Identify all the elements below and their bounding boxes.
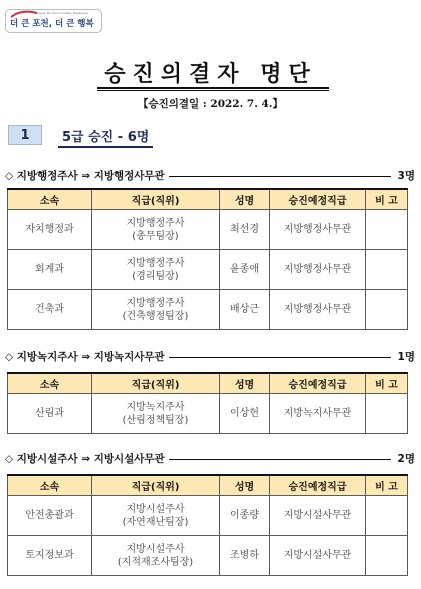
promotion-table: [7, 474, 408, 576]
cell-grade: [92, 536, 220, 576]
table-header-row: [8, 373, 408, 394]
group-heading: [5, 349, 415, 365]
group-title: ◇ 지방시설주사 ⇒ 지방시설사무관: [5, 451, 169, 466]
grade-text: 지방시설주사: [126, 503, 185, 515]
title-underline-thin: [97, 90, 329, 91]
cell-promoted: 지방행정사무관: [270, 210, 366, 250]
cell-note: [366, 536, 408, 576]
cell-promoted: 지방시설사무관: [270, 536, 366, 576]
position-text: (자연재난팀장): [122, 516, 189, 528]
position-text: (총무팀장): [132, 230, 179, 242]
cell-grade: [92, 290, 220, 330]
section-number: 1: [8, 125, 42, 145]
group-title: ◇ 지방녹지주사 ⇒ 지방녹지사무관: [5, 349, 169, 364]
group-heading: [5, 451, 415, 467]
column-header-grade: 직급(직위): [92, 475, 220, 496]
cell-grade: [92, 250, 220, 290]
cell-dept: 토지정보과: [8, 536, 92, 576]
city-logo: [5, 9, 102, 33]
promotion-table: [7, 188, 408, 330]
group-title: ◇ 지방행정주사 ⇒ 지방행정사무관: [5, 168, 169, 183]
cell-name: 최선경: [220, 210, 270, 250]
column-header-name: 성명: [220, 475, 270, 496]
table-header-row: [8, 189, 408, 210]
position-text: (지적재조사팀장): [117, 556, 194, 568]
column-header-promoted: 승진예정직급: [270, 373, 366, 394]
cell-promoted: 지방시설사무관: [270, 496, 366, 536]
table-row: [8, 290, 408, 330]
position-text: (경리팀장): [132, 270, 179, 282]
column-header-dept: 소속: [8, 189, 92, 210]
cell-dept: 안전총괄과: [8, 496, 92, 536]
column-header-grade: 직급(직위): [92, 189, 220, 210]
column-header-note: 비 고: [366, 373, 408, 394]
cell-dept: 회계과: [8, 250, 92, 290]
table-row: [8, 496, 408, 536]
group-count: 1명: [395, 349, 415, 364]
group-count: 2명: [395, 451, 415, 466]
group-count: 3명: [395, 168, 415, 183]
cell-note: [366, 290, 408, 330]
cell-promoted: 지방행정사무관: [270, 290, 366, 330]
group-heading: [5, 168, 415, 184]
column-header-promoted: 승진예정직급: [270, 189, 366, 210]
cell-note: [366, 496, 408, 536]
cell-name: 이종량: [220, 496, 270, 536]
column-header-note: 비 고: [366, 189, 408, 210]
table-row: [8, 210, 408, 250]
grade-text: 지방시설주사: [126, 543, 185, 555]
cell-dept: 자치행정과: [8, 210, 92, 250]
promotion-table: [7, 372, 408, 434]
cell-dept: 건축과: [8, 290, 92, 330]
cell-note: [366, 394, 408, 434]
column-header-dept: 소속: [8, 373, 92, 394]
grade-text: 지방녹지주사: [126, 401, 185, 413]
logo-text: 더 큰 포천, 더 큰 행복: [10, 19, 94, 29]
logo-tagline: Bigger Pocheon Greater Happiness: [36, 11, 89, 15]
column-header-name: 성명: [220, 373, 270, 394]
cell-promoted: 지방녹지사무관: [270, 394, 366, 434]
cell-dept: 산림과: [8, 394, 92, 434]
position-text: (건축행정팀장): [122, 310, 189, 322]
table-row: [8, 250, 408, 290]
grade-text: 지방행정주사: [126, 297, 185, 309]
cell-grade: [92, 496, 220, 536]
table-header-row: [8, 475, 408, 496]
grade-text: 지방행정주사: [126, 257, 185, 269]
cell-grade: [92, 210, 220, 250]
cell-promoted: 지방행정사무관: [270, 250, 366, 290]
column-header-grade: 직급(직위): [92, 373, 220, 394]
table-row: [8, 536, 408, 576]
table-row: [8, 394, 408, 434]
section-title: 5급 승진 - 6명: [58, 126, 153, 148]
column-header-name: 성명: [220, 189, 270, 210]
title-underline: [97, 87, 329, 89]
column-header-dept: 소속: [8, 475, 92, 496]
cell-name: 이상헌: [220, 394, 270, 434]
cell-name: 배상근: [220, 290, 270, 330]
cell-grade: [92, 394, 220, 434]
cell-name: 윤종애: [220, 250, 270, 290]
grade-text: 지방행정주사: [126, 217, 185, 229]
cell-note: [366, 250, 408, 290]
cell-name: 조병하: [220, 536, 270, 576]
document-title: 승진의결자 명단: [104, 62, 317, 87]
column-header-note: 비 고: [366, 475, 408, 496]
cell-note: [366, 210, 408, 250]
column-header-promoted: 승진예정직급: [270, 475, 366, 496]
position-text: (산림정책팀장): [122, 414, 189, 426]
decision-date: 【승진의결일 : 2022. 7. 4.】: [137, 98, 283, 110]
